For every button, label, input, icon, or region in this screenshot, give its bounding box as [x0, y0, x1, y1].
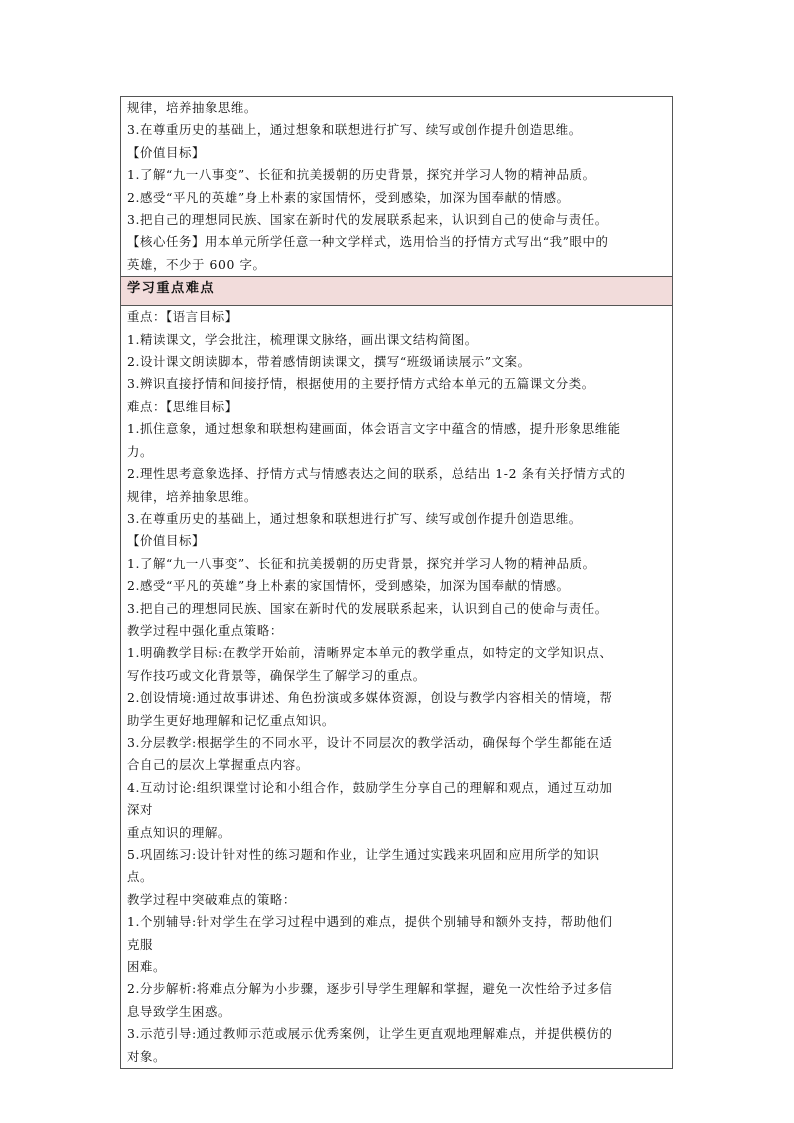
text-line: 4.互动讨论:组织课堂讨论和小组合作，鼓励学生分享自己的理解和观点，通过互动加	[127, 779, 613, 795]
table-row	[121, 277, 673, 306]
text-line: 教学过程中强化重点策略：	[127, 622, 283, 638]
text-line: 2.理性思考意象选择、抒情方式与情感表达之间的联系，总结出 1-2 条有关抒情方式的	[127, 466, 626, 482]
text-line: 英雄，不少于 600 字。	[127, 256, 266, 272]
section-header-cell	[121, 277, 673, 306]
text-line: 重点知识的理解。	[127, 824, 231, 840]
text-line: 深对	[127, 802, 153, 818]
text-line: 2.创设情境:通过故事讲述、角色扮演或多媒体资源，创设与教学内容相关的情境，帮	[127, 690, 613, 706]
text-line: 1.了解“九一八事变”、长征和抗美援朝的历史背景，探究并学习人物的精神品质。	[127, 555, 596, 571]
text-line: 2.感受“平凡的英雄”身上朴素的家国情怀，受到感染，加深为国奉献的情感。	[127, 578, 570, 594]
text-line: 对象。	[127, 1048, 166, 1064]
text-line: 教学过程中突破难点的策略：	[127, 891, 296, 907]
objectives-cell	[121, 97, 673, 277]
text-line: 困难。	[127, 959, 166, 975]
text-line: 【价值目标】	[127, 144, 205, 160]
text-line: 【核心任务】用本单元所学任意一种文学样式，选用恰当的抒情方式写出“我”眼中的	[127, 234, 609, 250]
text-line: 2.感受“平凡的英雄”身上朴素的家国情怀，受到感染，加深为国奉献的情感。	[127, 189, 570, 205]
lesson-plan-table	[120, 96, 673, 1069]
text-line: 1.明确教学目标:在教学开始前，清晰界定本单元的教学重点，如特定的文学知识点、	[127, 645, 613, 661]
text-line: 规律，培养抽象思维。	[127, 488, 257, 504]
text-line: 息导致学生困惑。	[127, 1003, 231, 1019]
text-line: 2.设计课文朗读脚本，带着感情朗读课文，撰写“班级诵读展示”文案。	[127, 354, 531, 370]
text-line: 助学生更好地理解和记忆重点知识。	[127, 712, 335, 728]
text-line: 【价值目标】	[127, 533, 205, 549]
text-line: 3.分层教学:根据学生的不同水平，设计不同层次的教学活动，确保每个学生都能在适	[127, 734, 613, 750]
text-line: 重点：【语言目标】	[127, 309, 238, 325]
text-line: 写作技巧或文化背景等，确保学生了解学习的重点。	[127, 667, 426, 683]
text-line: 3.辨识直接抒情和间接抒情，根据使用的主要抒情方式给本单元的五篇课文分类。	[127, 376, 595, 392]
text-line: 3.在尊重历史的基础上，通过想象和联想进行扩写、续写或创作提升创造思维。	[127, 510, 582, 526]
text-line: 3.在尊重历史的基础上，通过想象和联想进行扩写、续写或创作提升创造思维。	[127, 122, 582, 138]
text-line: 3.示范引导:通过教师示范或展示优秀案例，让学生更直观地理解难点，并提供模仿的	[127, 1026, 613, 1042]
text-line: 3.把自己的理想同民族、国家在新时代的发展联系起来，认识到自己的使命与责任。	[127, 212, 608, 228]
text-line: 2.分步解析:将难点分解为小步骤，逐步引导学生理解和掌握，避免一次性给予过多信	[127, 981, 613, 997]
text-line: 规律，培养抽象思维。	[127, 100, 257, 115]
text-line: 1.个别辅导:针对学生在学习过程中遇到的难点，提供个别辅导和额外支持，帮助他们	[127, 914, 613, 930]
key-points-cell	[121, 306, 673, 1069]
text-line: 难点：【思维目标】	[127, 398, 238, 414]
text-line: 克服	[127, 936, 153, 952]
table-row	[121, 306, 673, 1069]
text-line: 5.巩固练习:设计针对性的练习题和作业，让学生通过实践来巩固和应用所学的知识	[127, 847, 600, 862]
text-line: 合自己的层次上掌握重点内容。	[127, 757, 309, 773]
text-line: 3.把自己的理想同民族、国家在新时代的发展联系起来，认识到自己的使命与责任。	[127, 600, 608, 616]
text-line: 力。	[127, 443, 153, 459]
text-line: 点。	[127, 869, 153, 885]
section-title: 学习重点难点	[127, 281, 216, 297]
table-row	[121, 97, 673, 277]
text-line: 1.抓住意象，通过想象和联想构建画面，体会语言文字中蕴含的情感，提升形象思维能	[127, 421, 621, 437]
text-line: 1.了解“九一八事变”、长征和抗美援朝的历史背景，探究并学习人物的精神品质。	[127, 167, 596, 183]
text-line: 1.精读课文，学会批注，梳理课文脉络，画出课文结构简图。	[127, 331, 478, 347]
